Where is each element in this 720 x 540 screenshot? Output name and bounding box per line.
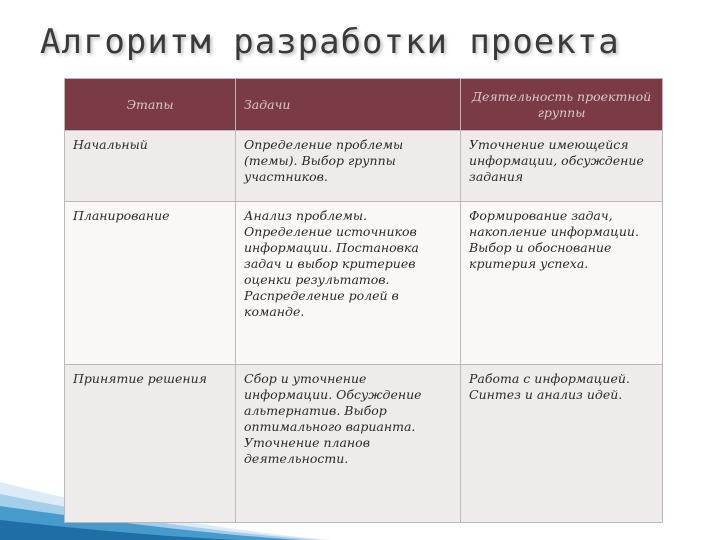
header-activity: Деятельность проектной группы	[461, 79, 663, 131]
slide-title: Алгоритм разработки проекта	[40, 22, 620, 62]
activity-cell: Работа с информацией. Синтез и анализ идей.	[461, 365, 663, 523]
tasks-cell: Анализ проблемы. Определение источников информации. Постановка задач и выбор критериев оценки результатов. Распределение ролей в команде.	[236, 202, 461, 365]
project-algorithm-table	[64, 78, 663, 523]
activity-cell: Формирование задач, накопление информации. Выбор и обоснование критерия успеха.	[461, 202, 663, 365]
stage-cell: Начальный	[65, 131, 236, 202]
tasks-cell: Сбор и уточнение информации. Обсуждение альтернатив. Выбор оптимального варианта. Уточнение планов деятельности.	[236, 365, 461, 523]
table-row	[65, 365, 663, 523]
stage-cell: Принятие решения	[65, 365, 236, 523]
table-row	[65, 131, 663, 202]
table-row	[65, 202, 663, 365]
header-stages: Этапы	[65, 79, 236, 131]
tasks-cell: Определение проблемы (темы). Выбор группы участников.	[236, 131, 461, 202]
table-header-row	[65, 79, 663, 131]
header-tasks: Задачи	[236, 79, 461, 131]
activity-cell: Уточнение имеющейся информации, обсуждение задания	[461, 131, 663, 202]
stage-cell: Планирование	[65, 202, 236, 365]
